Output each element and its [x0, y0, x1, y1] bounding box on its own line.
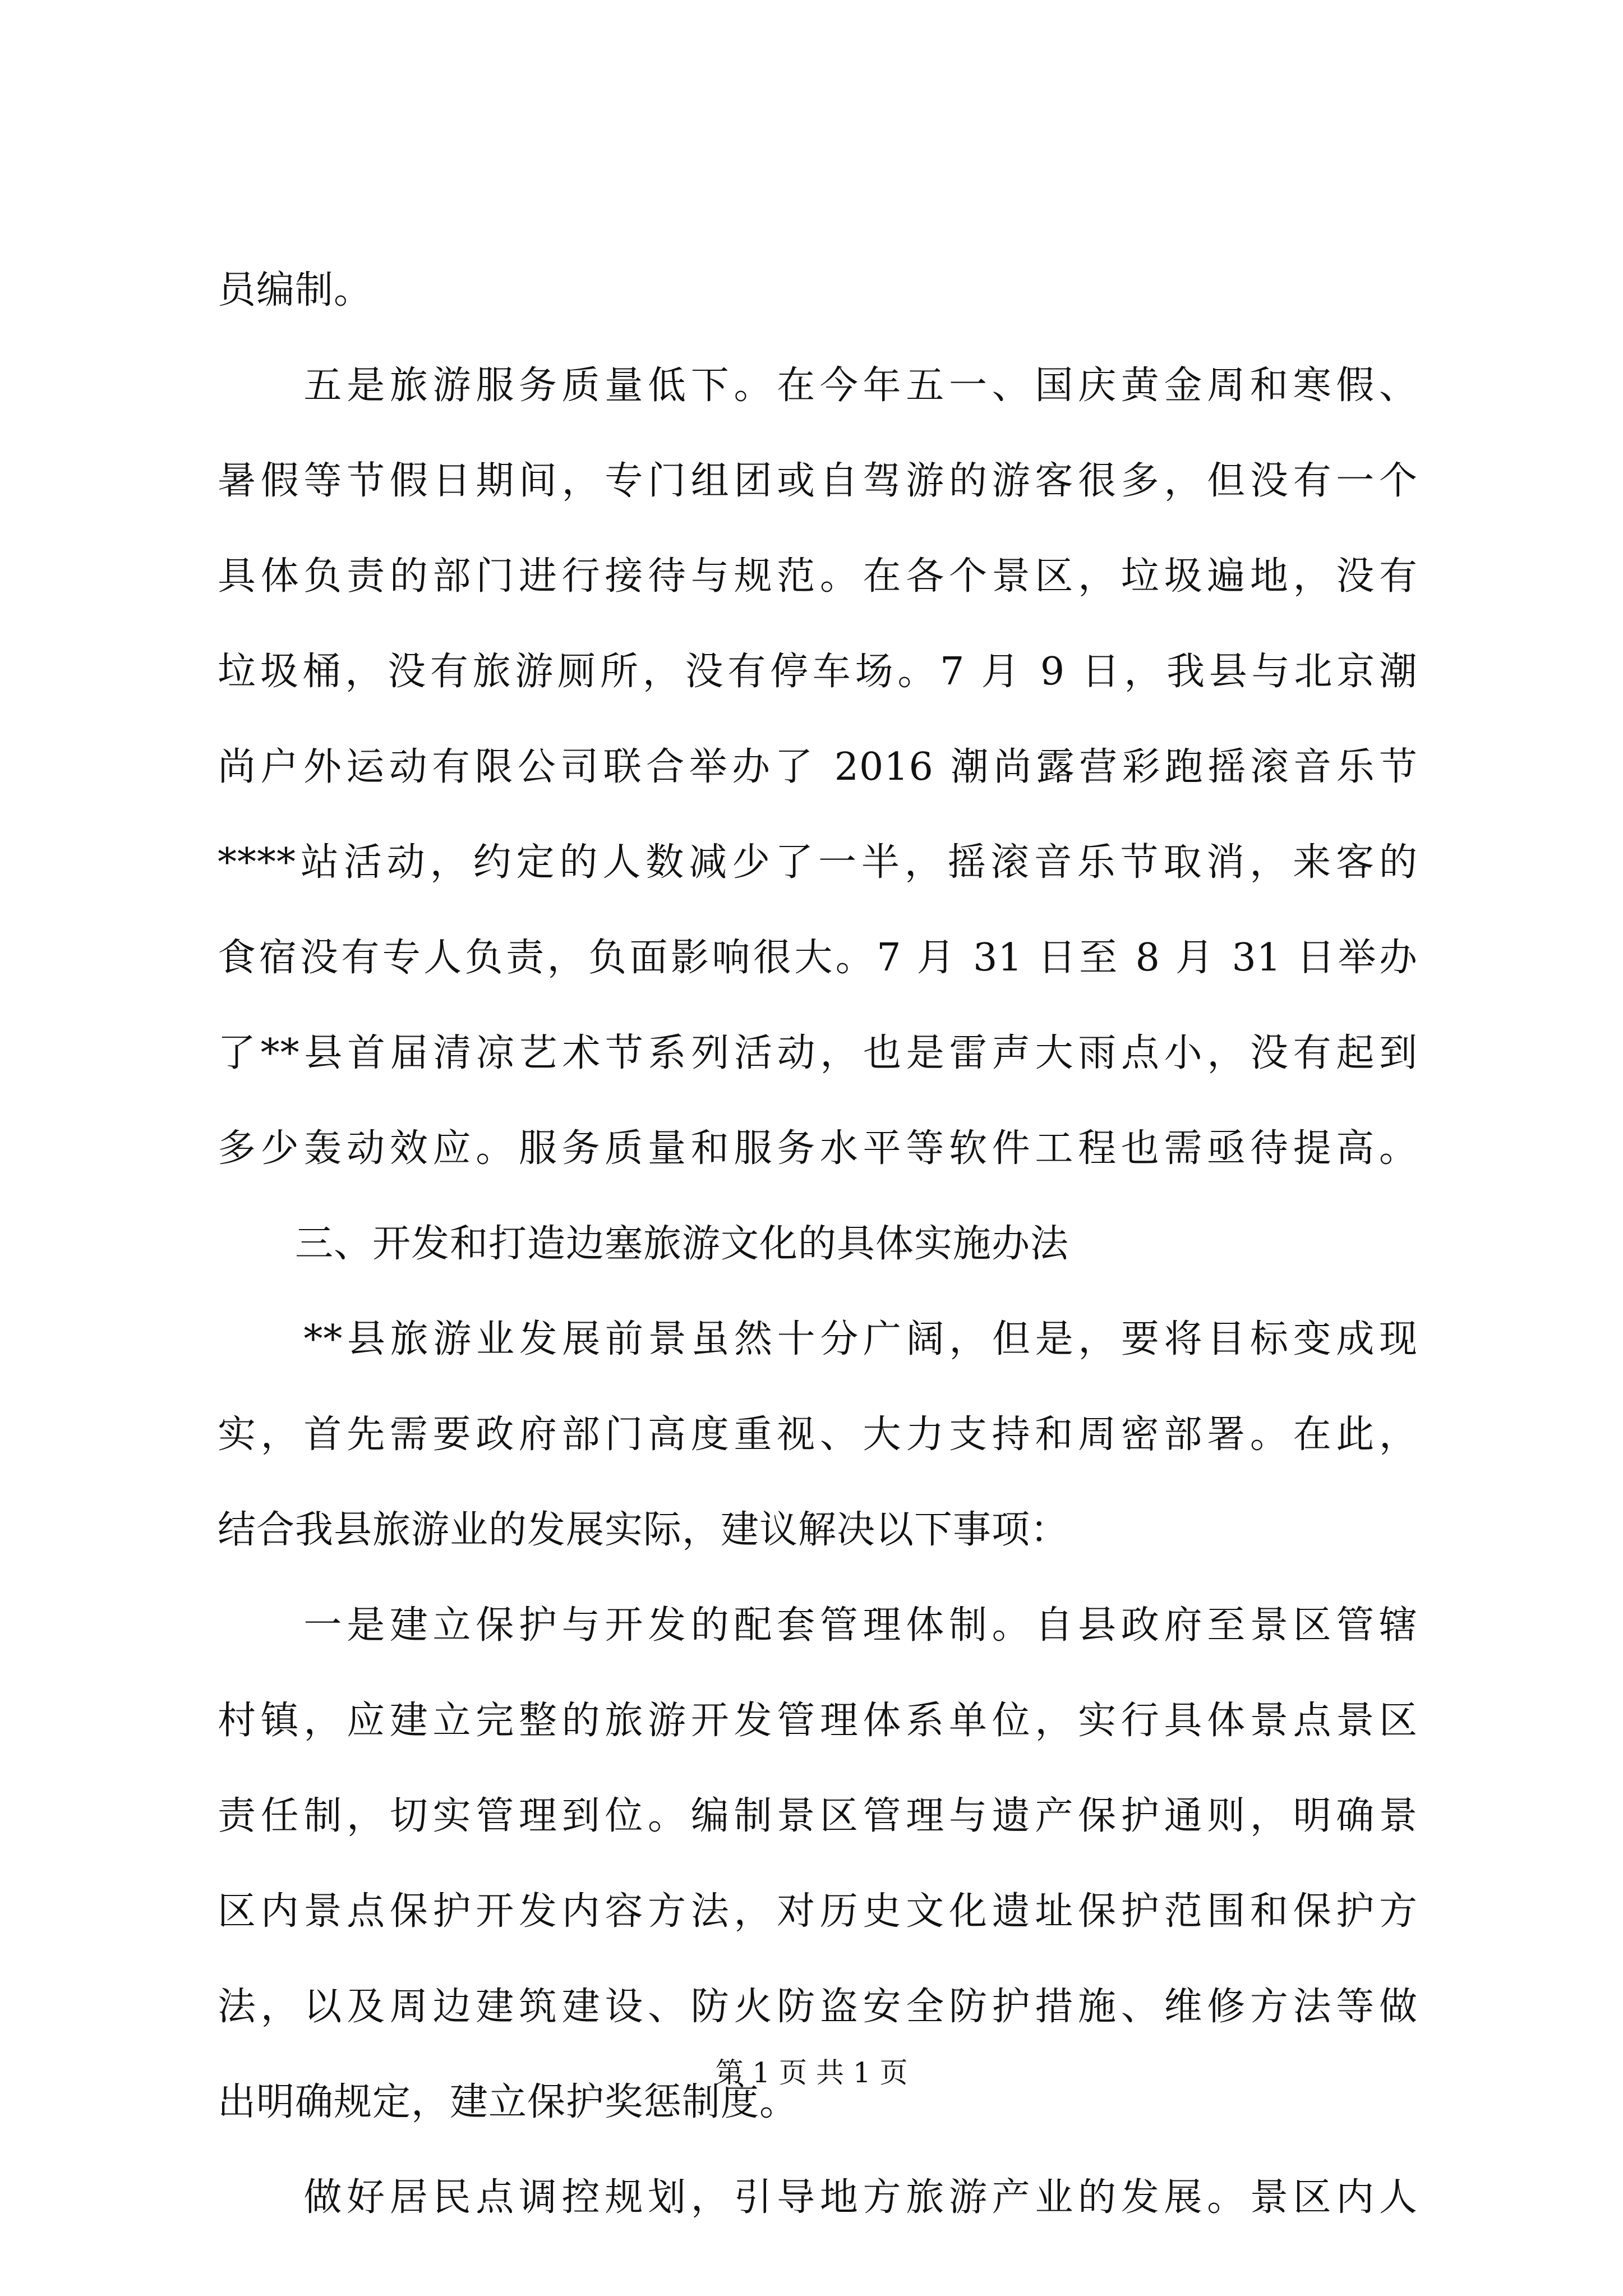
text-line: 多少轰动效应。服务质量和服务水平等软件工程也需亟待提高。	[218, 1126, 1418, 1171]
text-line: 责任制，切实管理到位。编制景区管理与遗产保护通则，明确景	[218, 1794, 1418, 1838]
text-line: 暑假等节假日期间，专门组团或自驾游的游客很多，但没有一个	[218, 459, 1418, 503]
text-line: 了**县首届清凉艺术节系列活动，也是雷声大雨点小，没有起到	[218, 1031, 1418, 1075]
text-line: 村镇，应建立完整的旅游开发管理体系单位，实行具体景点景区	[218, 1699, 1418, 1743]
text-line: 食宿没有专人负责，负面影响很大。7 月 31 日至 8 月 31 日举办	[218, 936, 1418, 980]
text-line: 尚户外运动有限公司联合举办了 2016 潮尚露营彩跑摇滚音乐节	[218, 745, 1418, 789]
text-line: 五是旅游服务质量低下。在今年五一、国庆黄金周和寒假、	[218, 364, 1418, 408]
text-line: 垃圾桶，没有旅游厕所，没有停车场。7 月 9 日，我县与北京潮	[218, 650, 1418, 694]
text-line: 员编制。	[218, 268, 373, 312]
text-line: ****站活动，约定的人数减少了一半，摇滚音乐节取消，来客的	[218, 840, 1418, 885]
text-line: 做好居民点调控规划，引导地方旅游产业的发展。景区内人	[218, 2175, 1418, 2220]
text-line: **县旅游业发展前景虽然十分广阔，但是，要将目标变成现	[218, 1317, 1418, 1361]
page-number-footer: 第 1 页 共 1 页	[715, 2056, 908, 2089]
text-line: 出明确规定，建立保护奖惩制度。	[218, 2080, 799, 2124]
text-line: 结合我县旅游业的发展实际，建议解决以下事项：	[218, 1508, 1069, 1552]
text-line: 法，以及周边建筑建设、防火防盗安全防护措施、维修方法等做	[218, 1985, 1418, 2029]
section-heading: 三、开发和打造边塞旅游文化的具体实施办法	[218, 1222, 1069, 1266]
text-line: 区内景点保护开发内容方法，对历史文化遗址保护范围和保护方	[218, 1889, 1418, 1934]
text-line: 一是建立保护与开发的配套管理体制。自县政府至景区管辖	[218, 1603, 1418, 1648]
text-line: 具体负责的部门进行接待与规范。在各个景区，垃圾遍地，没有	[218, 554, 1418, 599]
text-line: 实，首先需要政府部门高度重视、大力支持和周密部署。在此，	[218, 1412, 1418, 1457]
